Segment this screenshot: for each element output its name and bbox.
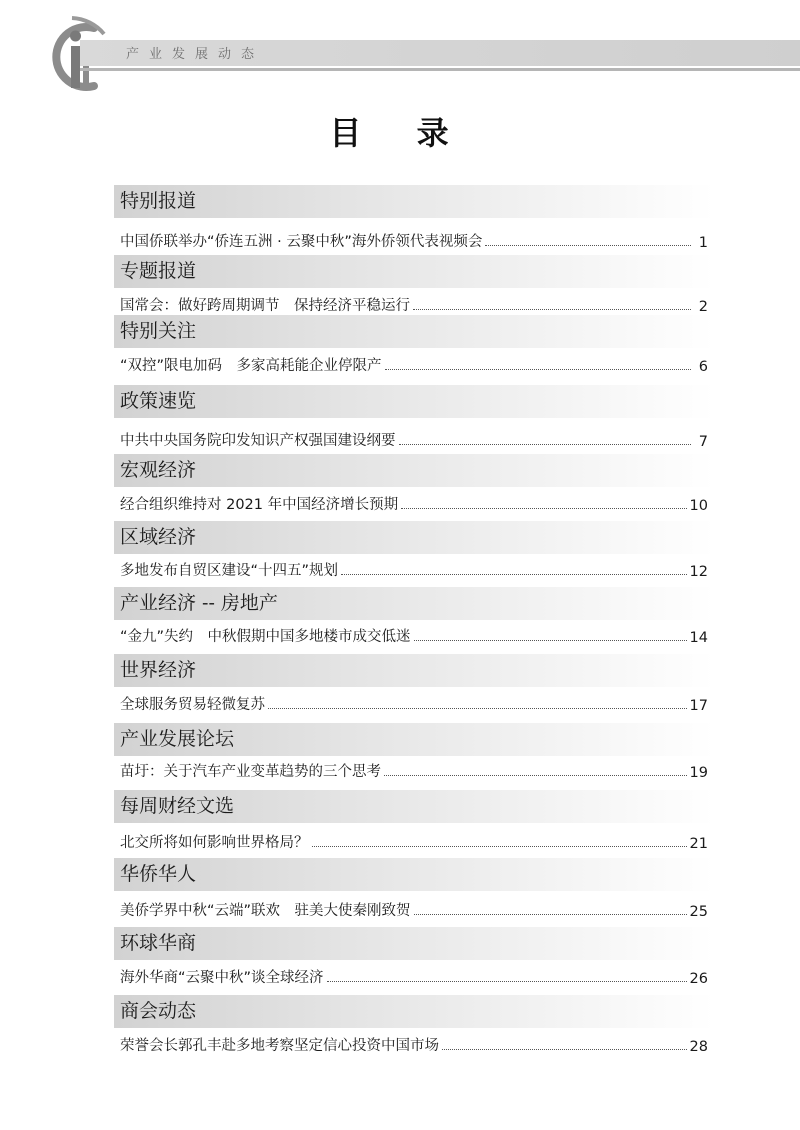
- toc-entry[interactable]: [120, 353, 708, 375]
- entry-title: “金九”失约 中秋假期中国多地楼市成交低迷: [120, 629, 411, 645]
- entry-page-number: 2: [698, 299, 708, 315]
- section-heading: 产业发展论坛: [114, 723, 714, 756]
- entry-page-number: 17: [689, 698, 708, 714]
- toc-entry[interactable]: [120, 293, 708, 315]
- toc-section: [114, 385, 714, 450]
- section-heading: 区域经济: [114, 521, 714, 554]
- dot-leader: [399, 444, 692, 445]
- toc-entry[interactable]: [120, 965, 708, 987]
- section-heading: 世界经济: [114, 654, 714, 687]
- section-heading: 政策速览: [114, 385, 714, 418]
- toc-entry[interactable]: [120, 428, 708, 450]
- toc-section: [114, 255, 714, 315]
- toc-section: [114, 790, 714, 852]
- toc-section: [114, 858, 714, 920]
- toc-section: [114, 654, 714, 714]
- dot-leader: [485, 245, 691, 246]
- entry-title: 多地发布自贸区建设“十四五”规划: [120, 563, 339, 579]
- entry-page-number: 14: [689, 630, 708, 646]
- section-heading: 商会动态: [114, 995, 714, 1028]
- page-title: 目 录: [329, 114, 471, 152]
- entry-page-number: 10: [689, 498, 708, 514]
- toc-section: [114, 995, 714, 1055]
- toc-entry[interactable]: [120, 759, 708, 781]
- entry-title: 国常会：做好跨周期调节 保持经济平稳运行: [120, 298, 410, 314]
- entry-page-number: 6: [698, 359, 708, 375]
- toc-section: [114, 454, 714, 514]
- entry-page-number: 7: [698, 434, 708, 450]
- toc-section: [114, 521, 714, 580]
- section-heading: 环球华商: [114, 927, 714, 960]
- section-heading: 华侨华人: [114, 858, 714, 891]
- entry-page-number: 19: [689, 765, 708, 781]
- toc-entry[interactable]: [120, 229, 708, 251]
- entry-title: 北交所将如何影响世界格局？: [120, 835, 309, 851]
- entry-title: 中共中央国务院印发知识产权强国建设纲要: [120, 433, 396, 449]
- entry-page-number: 12: [689, 564, 708, 580]
- dot-leader: [312, 846, 687, 847]
- toc-entry[interactable]: [120, 624, 708, 646]
- toc-entry[interactable]: [120, 1033, 708, 1055]
- dot-leader: [268, 708, 687, 709]
- entry-page-number: 21: [689, 836, 708, 852]
- dot-leader: [401, 508, 686, 509]
- section-heading: 特别关注: [114, 315, 714, 348]
- entry-title: 海外华商“云聚中秋”谈全球经济: [120, 970, 324, 986]
- toc-section: [114, 927, 714, 987]
- section-heading: 产业经济 -- 房地产: [114, 587, 714, 620]
- section-heading: 特别报道: [114, 185, 714, 218]
- entry-page-number: 25: [689, 904, 708, 920]
- toc-section: [114, 185, 714, 251]
- toc-entry[interactable]: [120, 492, 708, 514]
- toc-section: [114, 587, 714, 646]
- entry-title: 中国侨联举办“侨连五洲 · 云聚中秋”海外侨领代表视频会: [120, 234, 483, 250]
- toc-entry[interactable]: [120, 898, 708, 920]
- toc-entry[interactable]: [120, 830, 708, 852]
- header-rule: [80, 68, 800, 71]
- section-heading: 每周财经文选: [114, 790, 714, 823]
- entry-title: 苗圩：关于汽车产业变革趋势的三个思考: [120, 764, 381, 780]
- dot-leader: [385, 369, 691, 370]
- dot-leader: [414, 640, 687, 641]
- toc-entry[interactable]: [120, 692, 708, 714]
- entry-page-number: 28: [689, 1039, 708, 1055]
- toc-section: [114, 723, 714, 781]
- dot-leader: [413, 309, 691, 310]
- dot-leader: [384, 775, 687, 776]
- entry-title: 荣誉会长郭孔丰赴多地考察坚定信心投资中国市场: [120, 1038, 439, 1054]
- entry-page-number: 26: [689, 971, 708, 987]
- section-heading: 宏观经济: [114, 454, 714, 487]
- toc-section: [114, 315, 714, 375]
- toc-entry[interactable]: [120, 558, 708, 580]
- entry-title: 全球服务贸易轻微复苏: [120, 697, 265, 713]
- header-section-label: 产业发展动态: [126, 47, 265, 62]
- entry-title: “双控”限电加码 多家高耗能企业停限产: [120, 358, 382, 374]
- section-heading: 专题报道: [114, 255, 714, 288]
- entry-title: 经合组织维持对 2021 年中国经济增长预期: [120, 497, 399, 513]
- entry-title: 美侨学界中秋“云端”联欢 驻美大使秦刚致贺: [120, 903, 411, 919]
- entry-page-number: 1: [698, 235, 708, 251]
- dot-leader: [442, 1049, 687, 1050]
- dot-leader: [341, 574, 687, 575]
- dot-leader: [414, 914, 687, 915]
- dot-leader: [327, 981, 687, 982]
